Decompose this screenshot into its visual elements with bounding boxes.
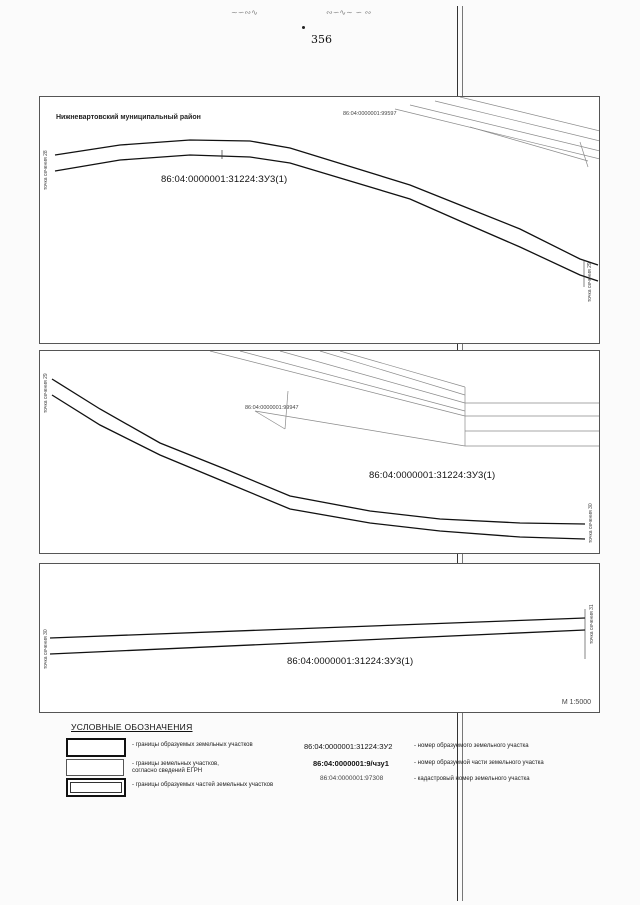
legend-desc-egrn-parcels: - границы земельных участков, согласно сведений ЕГРН xyxy=(132,761,219,774)
map-panel-2-drawing xyxy=(40,351,599,553)
map-panel-2 xyxy=(39,350,600,554)
legend-desc-formed-parts: - границы образуемых частей земельных участков xyxy=(132,782,274,788)
district-label: Нижневартовский муниципальный район xyxy=(56,114,201,121)
point-label-right: точка сечения 29 xyxy=(587,262,593,302)
neighbor-parcel-label: 86:04:0000001:99597 xyxy=(343,111,397,117)
point-label-left: точка сечения 28 xyxy=(43,150,49,190)
legend-code-formed-parcel: 86:04:0000001:31224:ЗУ2 xyxy=(304,742,393,751)
legend-desc-formed-parcels: - границы образуемых земельных участков xyxy=(132,742,253,748)
point-label-right: точка сечения 31 xyxy=(589,604,595,644)
map-panel-1 xyxy=(39,96,600,344)
point-label-right: точка сечения 30 xyxy=(588,503,594,543)
legend-box-formed-parcels xyxy=(66,738,126,757)
map-scale: М 1:5000 xyxy=(561,699,591,706)
map-panel-1-drawing xyxy=(40,97,599,343)
scan-dot xyxy=(302,26,305,29)
legend-title: УСЛОВНЫЕ ОБОЗНАЧЕНИЯ xyxy=(71,722,193,732)
parcel-label: 86:04:0000001:31224:ЗУ3(1) xyxy=(161,174,288,185)
legend-code-formed-part: 86:04:0000001:9/чзу1 xyxy=(313,759,389,768)
scan-noise-left: ~∽∾∿ xyxy=(231,8,258,17)
point-label-left: точка сечения 30 xyxy=(43,629,49,669)
scan-noise-right: ∾∽∿∼ ∽ ∾ xyxy=(326,8,372,17)
legend-code-desc-cadastral: - кадастровый номер земельного участка xyxy=(414,776,530,782)
legend-code-cadastral: 86:04:0000001:97308 xyxy=(320,775,384,782)
map-panel-3 xyxy=(39,563,600,713)
point-label-left: точка сечения 29 xyxy=(43,373,49,413)
legend-code-desc-formed-parcel: - номер образуемого земельного участка xyxy=(414,743,529,749)
legend-box-egrn-parcels xyxy=(66,759,124,776)
map-panel-3-drawing xyxy=(40,564,599,712)
parcel-label: 86:04:0000001:31224:ЗУ3(1) xyxy=(287,656,414,667)
legend-code-desc-formed-part: - номер образуемой части земельного участка xyxy=(414,760,544,766)
parcel-label: 86:04:0000001:31224:ЗУ3(1) xyxy=(369,470,496,481)
neighbor-parcel-label: 86:04:0000001:99947 xyxy=(245,405,299,411)
page-number: 356 xyxy=(311,33,332,46)
legend-box-formed-parts xyxy=(66,778,126,797)
